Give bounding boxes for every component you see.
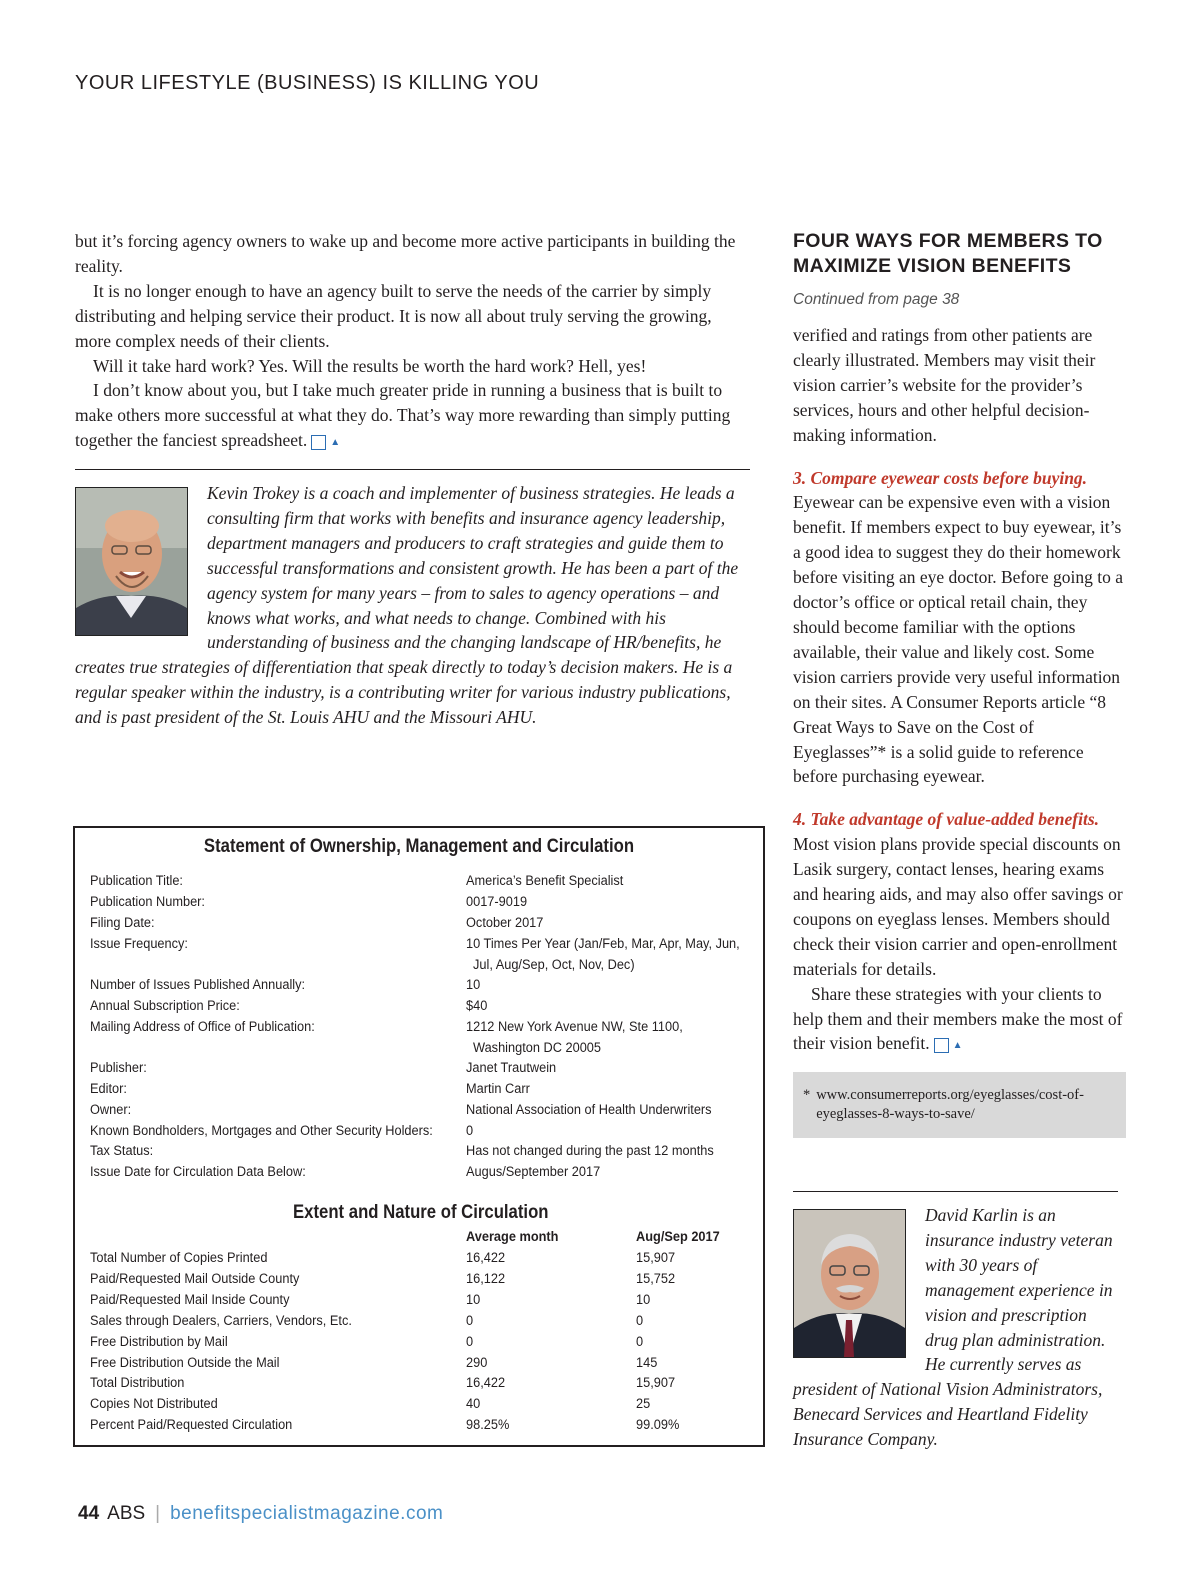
row-cur: 0 [636,1313,644,1329]
row-label: Editor: [90,1081,127,1097]
magazine-url[interactable]: benefitspecialistmagazine.com [170,1503,444,1524]
row-value: Has not changed during the past 12 months [466,1143,714,1159]
row-value: 10 Times Per Year (Jan/Feb, Mar, Apr, May, Jun, [466,936,740,952]
end-mark-icon: ▲ [934,1038,949,1053]
footnote-link[interactable]: www.consumerreports.org/eyeglasses/cost-of-eyeglasses-8-ways-to-save/ [816,1087,1084,1123]
divider [793,1191,1118,1192]
statement-heading: Statement of Ownership, Management and Circulation [203,836,635,857]
article-text [75,229,750,453]
row-label: Issue Frequency: [90,936,188,952]
row-label: Tax Status: [90,1143,154,1159]
right-column [793,229,1126,1138]
bio-text: David Karlin is an insurance industry veteran with 30 years of management experience in vision and prescription drug plan administration. He currently serves as president of National Vision Administrators, Benecard Services and Heartland Fidelity Insurance Company. [793,1205,1113,1450]
tip-4 [793,807,1126,981]
row-value-cont: Jul, Aug/Sep, Oct, Nov, Dec) [473,956,635,973]
row-cur: 15,907 [636,1250,676,1266]
row-label: Paid/Requested Mail Inside County [90,1292,290,1308]
closing-text: Share these strategies with your clients to help them and their members make the most of their vision benefit. [793,983,1123,1054]
row-cur: 25 [636,1396,651,1412]
row-cur: 15,752 [636,1271,676,1287]
paragraph-text: I don’t know about you, but I take much greater pride in running a business that is built to make others more successful at what they do. That’s way more rewarding than simply putting together the fanciest spreadsheet. [75,380,731,451]
tip-3 [793,466,1126,790]
row-value: Janet Trautwein [466,1060,557,1076]
row-avg: 0 [466,1313,474,1329]
col-current: Aug/Sep 2017 [636,1229,720,1245]
col-average: Average month [466,1229,559,1245]
tip-4-heading: 4. Take advantage of value-added benefits. [793,809,1100,830]
footnote-marker: * [803,1087,811,1104]
circulation-heading: Extent and Nature of Circulation [293,1202,549,1223]
magazine-abbrev: ABS [107,1503,146,1524]
row-label: Owner: [90,1102,132,1118]
paragraph: Will it take hard work? Yes. Will the results be worth the hard work? Hell, yes! [93,355,647,376]
row-value: October 2017 [466,915,544,931]
paragraph [75,378,750,453]
row-label: Issue Date for Circulation Data Below: [90,1164,306,1180]
row-label: Total Distribution [90,1375,185,1391]
row-label: Mailing Address of Office of Publication: [90,1019,315,1035]
tip-3-heading: 3. Compare eyewear costs before buying. [793,467,1088,488]
row-value-cont: Washington DC 20005 [473,1039,602,1056]
author-photo-kevin [75,487,188,636]
row-label: Free Distribution by Mail [90,1334,228,1350]
row-value: National Association of Health Underwriters [466,1102,712,1118]
row-value: 0017-9019 [466,894,528,910]
author-bio-2 [793,1203,1118,1452]
row-label: Publication Title: [90,873,183,889]
row-value: $40 [466,998,488,1014]
continued-note: Continued from page 38 [793,291,960,308]
row-label: Total Number of Copies Printed [90,1250,268,1266]
author-bio [75,481,750,730]
paragraph: but it’s forcing agency owners to wake up and become more active participants in building the reality. [75,231,736,276]
statement-box [73,826,765,1447]
row-cur: 145 [636,1355,658,1371]
row-value: America’s Benefit Specialist [466,873,624,889]
right-article-text [793,323,1126,1056]
row-label: Publication Number: [90,894,205,910]
footer-separator: | [155,1503,161,1524]
row-value: Martin Carr [466,1081,530,1097]
row-label: Number of Issues Published Annually: [90,977,306,993]
paragraph [793,982,1126,1057]
right-article-title: FOUR WAYS FOR MEMBERS TO MAXIMIZE VISION BENEFITS [793,230,1103,277]
page-footer [78,1503,443,1525]
row-label: Sales through Dealers, Carriers, Vendors, Etc. [90,1313,352,1329]
tip-3-body: Eyewear can be expensive even with a vision benefit. If members expect to buy eyewear, it’s a good idea to suggest they do their homework before visiting an eye doctor. Before going to a doctor’s office or optical retail chain, they should become familiar with the options available, their value and likely cost. Some vision carriers provide very useful information on their sites. A Consumer Reports article “8 Great Ways to Save on the Cost of Eyeglasses”* is a solid guide to reference before purchasing eyewear. [793,492,1123,787]
paragraph: verified and ratings from other patients are clearly illustrated. Members may visit their vision carrier’s website for the provider’s services, hours and other helpful decision-making information. [793,325,1096,445]
row-avg: 16,122 [466,1271,506,1287]
row-cur: 99.09% [636,1417,680,1433]
row-avg: 40 [466,1396,481,1412]
footnote-box [793,1072,1126,1138]
row-avg: 98.25% [466,1417,510,1433]
tip-4-body: Most vision plans provide special discounts on Lasik surgery, contact lenses, hearing exams and hearing aids, and may also offer savings or coupons on eyeglass lenses. Members should check their vision carrier and open-enrollment materials for details. [793,834,1123,979]
row-label: Publisher: [90,1060,147,1076]
row-label: Paid/Requested Mail Outside County [90,1271,300,1287]
row-label: Copies Not Distributed [90,1396,218,1412]
row-avg: 16,422 [466,1375,506,1391]
row-value: Augus/September 2017 [466,1164,601,1180]
paragraph: It is no longer enough to have an agency built to serve the needs of the carrier by simply distributing and helping service their product. It is now all about truly serving the growing, more complex needs of their clients. [75,280,712,351]
row-avg: 16,422 [466,1250,506,1266]
row-avg: 10 [466,1292,481,1308]
left-column [75,229,750,453]
row-cur: 15,907 [636,1375,676,1391]
row-label: Free Distribution Outside the Mail [90,1355,280,1371]
row-label: Percent Paid/Requested Circulation [90,1417,293,1433]
row-value: 10 [466,977,481,993]
row-avg: 290 [466,1355,488,1371]
divider [75,469,750,470]
bio-text: Kevin Trokey is a coach and implementer of business strategies. He leads a consulting firm that works with benefits and insurance agency leadership, department managers and producers to craft strategies and guide them to successful transformations and consistent growth. He has been a part of the agency system for many years – from to sales to agency operations – and knows what works, and what needs to change. Combined with his understanding of business and the changing landscape of HR/benefits, he creates true strategies of differentiation that speak directly to today’s decision makers. He is a regular speaker within the industry, is a contributing writer for various industry publications, and is past president of the St. Louis AHU and the Missouri AHU. [75,483,739,728]
row-label: Annual Subscription Price: [90,998,240,1014]
end-mark-icon: ▲ [311,435,326,450]
row-label: Filing Date: [90,915,155,931]
section-title: YOUR LIFESTYLE (BUSINESS) IS KILLING YOU [75,72,540,94]
row-cur: 10 [636,1292,651,1308]
row-label: Known Bondholders, Mortgages and Other Security Holders: [90,1123,433,1139]
row-value: 1212 New York Avenue NW, Ste 1100, [466,1019,683,1035]
row-value: 0 [466,1123,474,1139]
row-avg: 0 [466,1334,474,1350]
row-cur: 0 [636,1334,644,1350]
page-number: 44 [78,1503,100,1524]
author-photo-david [793,1209,906,1358]
